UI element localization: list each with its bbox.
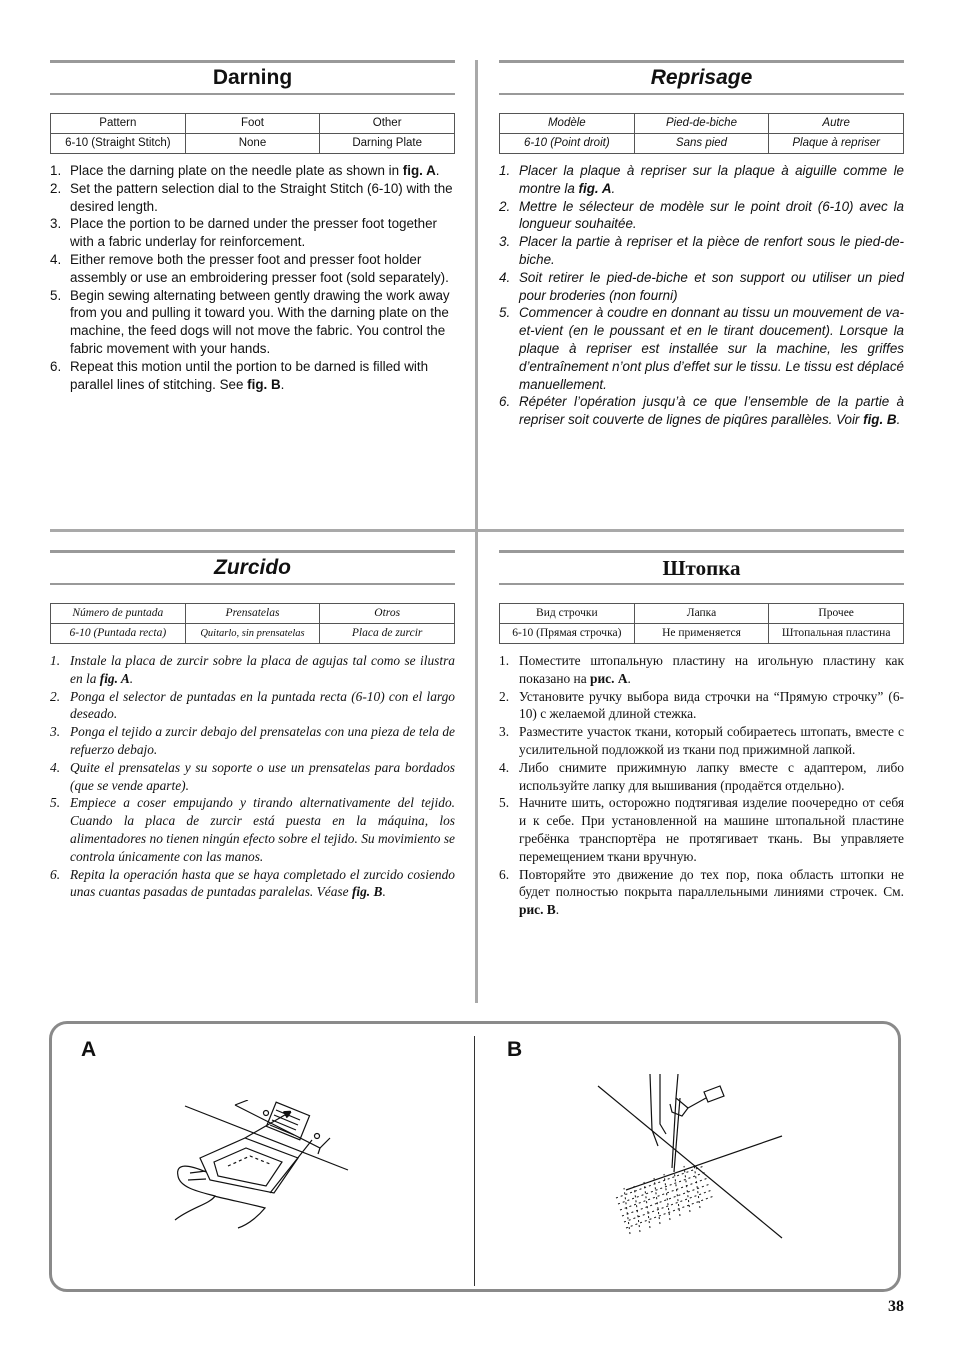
table-header-cell: Pattern — [51, 114, 186, 134]
section-title: Штопка — [662, 555, 741, 580]
instruction-step — [499, 794, 904, 865]
figure-divider — [474, 1036, 475, 1286]
step-text-body: Установите ручку выбора вида строчки на “Прямую строчку” (6-10) с желаемой длиной стежка. — [519, 688, 904, 722]
step-text — [70, 287, 455, 358]
step-number: 5. — [50, 795, 61, 811]
step-text — [519, 794, 904, 865]
step-text-end: . — [382, 884, 386, 900]
table-header-cell: Foot — [185, 114, 320, 134]
step-text-body: Повторяйте это движение до тех пор, пока область штопки не будет полностью покрыта параллельными линиями строчек. См. — [519, 866, 904, 900]
step-text-body: Either remove both the presser foot and presser foot holder assembly or use an embroidering presser foot (sold separately). — [70, 251, 449, 285]
instruction-step — [50, 358, 455, 394]
step-number: 2. — [50, 180, 62, 196]
darning-section-en — [50, 60, 455, 393]
step-text-end: . — [280, 376, 285, 392]
step-number: 4. — [499, 269, 511, 285]
table-cell: Sans pied — [634, 134, 769, 154]
step-number: 2. — [499, 198, 511, 214]
step-text-end: . — [627, 670, 631, 686]
column-divider-bottom — [475, 530, 478, 1003]
step-text-body: Mettre le sélecteur de modèle sur le point droit (6-10) avec la longueur souhaitée. — [519, 198, 904, 232]
step-text-body: Set the pattern selection dial to the Straight Stitch (6-10) with the desired length. — [70, 180, 453, 214]
instruction-step — [499, 162, 904, 198]
step-text-end: . — [896, 412, 901, 428]
step-number: 5. — [50, 287, 62, 303]
settings-table — [50, 113, 455, 154]
step-text — [70, 215, 455, 251]
step-text — [70, 180, 455, 216]
step-text-body: Repita la operación hasta que se haya completado el zurcido cosiendo unas cuantas pasadas de puntadas paralelas. Véase — [70, 866, 455, 900]
step-number: 3. — [50, 216, 62, 232]
step-text — [519, 723, 904, 759]
step-number: 4. — [50, 759, 61, 775]
step-text-end: . — [129, 670, 134, 686]
settings-table — [499, 603, 904, 644]
section-title: Darning — [212, 66, 293, 89]
instruction-step — [50, 866, 455, 902]
step-text — [70, 723, 455, 759]
instruction-step — [499, 866, 904, 919]
darning-section-ru — [499, 550, 904, 919]
settings-table — [499, 113, 904, 154]
table-header-cell: Modèle — [500, 114, 635, 134]
step-text-body: Начните шить, осторожно подтягивая изделие поочередно от себя и к себе. При установленной на машине штопальной пластине гребёнка транспортёра не протягивает ткань. Вы управляете перемещением ткани вручную. — [519, 795, 904, 864]
darning-plate-illustration — [170, 1100, 355, 1230]
instruction-step — [50, 723, 455, 759]
table-cell: Darning Plate — [320, 134, 455, 154]
section-header — [50, 60, 455, 95]
table-row — [500, 134, 904, 154]
table-cell: None — [185, 134, 320, 154]
step-number: 1. — [50, 163, 62, 178]
table-header-row — [500, 114, 904, 134]
figure-a-label: A — [81, 1038, 97, 1061]
table-header-cell: Other — [320, 114, 455, 134]
instruction-step — [50, 162, 455, 180]
step-text — [70, 866, 455, 902]
table-header-cell: Прочее — [769, 604, 904, 624]
column-divider-top — [475, 60, 478, 530]
step-number: 2. — [50, 688, 61, 704]
step-text-body: Place the portion to be darned under the presser foot together with a fabric underlay for reinforcement. — [70, 216, 438, 250]
instruction-list — [499, 652, 904, 919]
step-text-body: Instale la placa de zurcir sobre la placa de agujas tal como se ilustra en la — [70, 653, 455, 686]
table-header-row — [500, 604, 904, 624]
instruction-list — [499, 162, 904, 429]
table-header-cell: Autre — [769, 114, 904, 134]
instruction-step — [50, 652, 455, 688]
settings-table — [50, 603, 455, 644]
table-header-cell: Pied-de-biche — [634, 114, 769, 134]
table-row — [500, 624, 904, 644]
step-number: 3. — [499, 234, 511, 250]
step-text-body: Разместите участок ткани, который собираетесь штопать, вместе с усилительной подложкой из ткани под прижимной лапкой. — [519, 724, 904, 757]
step-text-body: Empiece a coser empujando y tirando alternativamente del tejido. Cuando la placa de zurcir está puesta en la máquina, los alimentadores no tienen ningún efecto sobre el tejido. Su movimiento se controla únicamente con las manos. — [70, 795, 455, 864]
step-number: 2. — [499, 688, 510, 704]
row-divider-left — [50, 529, 476, 532]
table-header-cell: Prensatelas — [185, 604, 320, 624]
instruction-list — [50, 162, 455, 393]
step-number: 6. — [499, 394, 511, 410]
instruction-step — [499, 688, 904, 724]
step-number: 6. — [50, 866, 61, 882]
step-text-end: . — [611, 180, 616, 196]
step-text — [519, 269, 904, 305]
figure-b-label: B — [507, 1038, 523, 1061]
instruction-step — [499, 269, 904, 305]
instruction-step — [499, 652, 904, 688]
table-header-cell: Número de puntada — [51, 604, 186, 624]
step-text-body: Place the darning plate on the needle plate as shown in — [70, 163, 403, 178]
step-text-body: Либо снимите прижимную лапку вместе с адаптером, либо используйте лапку для вышивания (продаётся отдельно). — [519, 759, 904, 793]
step-text — [519, 198, 904, 234]
instruction-step — [50, 794, 455, 865]
section-header — [499, 550, 904, 585]
step-number: 1. — [50, 653, 61, 668]
table-cell: Plaque à repriser — [769, 134, 904, 154]
step-text — [519, 393, 904, 429]
figure-reference: fig. B — [863, 412, 897, 428]
darning-section-es — [50, 550, 455, 901]
table-header-cell: Лапка — [634, 604, 769, 624]
instruction-step — [50, 287, 455, 358]
step-number: 4. — [499, 759, 510, 775]
step-text — [70, 794, 455, 865]
step-text — [519, 304, 904, 393]
table-header-row — [51, 604, 455, 624]
instruction-step — [499, 304, 904, 393]
step-number: 3. — [499, 724, 510, 740]
table-cell: 6-10 (Point droit) — [500, 134, 635, 154]
instruction-step — [499, 759, 904, 795]
step-number: 4. — [50, 251, 62, 267]
darning-section-fr — [499, 60, 904, 429]
step-text-body: Repeat this motion until the portion to be darned is filled with parallel lines of stitching. See — [70, 358, 429, 392]
step-number: 6. — [499, 866, 510, 882]
step-text-body: Placer la partie à repriser et la pièce de renfort sous le pied-de-biche. — [519, 234, 904, 267]
table-cell: 6-10 (Straight Stitch) — [51, 134, 186, 154]
instruction-step — [50, 759, 455, 795]
instruction-step — [50, 215, 455, 251]
table-header-row — [51, 114, 455, 134]
step-text-body: Répéter l’opération jusqu’à ce que l’ensemble de la partie à repriser soit couverte de lignes de piqûres parallèles. Voir — [519, 394, 904, 428]
step-number: 5. — [499, 305, 511, 321]
step-number: 1. — [499, 653, 510, 668]
figure-reference: рис. A — [590, 670, 628, 686]
instruction-step — [499, 198, 904, 234]
step-text — [519, 233, 904, 269]
table-cell: Не применяется — [634, 624, 769, 644]
table-cell: 6-10 (Puntada recta) — [51, 624, 186, 644]
section-header — [499, 60, 904, 95]
step-text-body: Placer la plaque à repriser sur la plaque à aiguille comme le montre la — [519, 163, 904, 196]
instruction-step — [499, 233, 904, 269]
step-number: 1. — [499, 163, 511, 178]
step-number: 5. — [499, 795, 510, 811]
step-text — [519, 162, 904, 198]
table-header-cell: Вид строчки — [500, 604, 635, 624]
step-number: 6. — [50, 358, 62, 374]
instruction-step — [50, 688, 455, 724]
figure-reference: fig. A — [578, 180, 612, 196]
darning-stitch-illustration — [596, 1068, 786, 1243]
step-text — [70, 652, 455, 688]
figure-reference: рис. B — [519, 902, 556, 918]
step-number: 3. — [50, 724, 61, 740]
step-text — [519, 652, 904, 688]
step-text — [70, 358, 455, 394]
figure-reference: fig. A — [99, 670, 130, 686]
step-text — [519, 759, 904, 795]
section-header — [50, 550, 455, 585]
table-header-cell: Otros — [320, 604, 455, 624]
step-text — [519, 688, 904, 724]
figure-reference: fig. A — [402, 163, 436, 178]
step-text-body: Commencer à coudre en donnant au tissu un mouvement de va-et-vient (en le poussant et en le tirant doucement). Lorsque la plaque à repriser est installée sur la machine, les griffes d’entraînement n’ont plus d’effet sur le tissu. Le tissu est déplacé manuellement. — [519, 305, 904, 392]
figure-reference: fig. B — [247, 376, 281, 392]
section-title: Zurcido — [214, 556, 291, 579]
instruction-step — [50, 180, 455, 216]
step-text-body: Ponga el selector de puntadas en la puntada recta (6-10) con el largo deseado. — [70, 688, 455, 722]
table-cell: Placa de zurcir — [320, 624, 455, 644]
step-text — [70, 162, 455, 180]
instruction-step — [50, 251, 455, 287]
instruction-list — [50, 652, 455, 901]
table-cell: Quitarlo, sin prensatelas — [185, 624, 320, 644]
step-text — [519, 866, 904, 919]
table-cell: 6-10 (Прямая строчка) — [500, 624, 635, 644]
step-text — [70, 688, 455, 724]
darned-area-pattern — [616, 1164, 714, 1234]
step-text-body: Begin sewing alternating between gently drawing the work away from you and pulling it toward you. With the darning plate on the machine, the feed dogs will not move the fabric. You control the fabric movement with your hands. — [70, 287, 450, 356]
section-title: Reprisage — [650, 66, 753, 89]
step-text-body: Поместите штопальную пластину на игольную пластину как показано на — [519, 653, 904, 686]
figure-reference: fig. B — [351, 884, 383, 900]
step-text-body: Soit retirer le pied-de-biche et son support ou utiliser un pied pour broderies (non fourni) — [519, 269, 904, 303]
table-cell: Штопальная пластина — [769, 624, 904, 644]
step-text-body: Ponga el tejido a zurcir debajo del prensatelas con una pieza de tela de refuerzo debajo. — [70, 724, 455, 757]
step-text-end: . — [555, 902, 560, 918]
step-text-body: Quite el prensatelas y su soporte o use un prensatelas para bordados (que se vende aparte). — [70, 759, 455, 793]
instruction-step — [499, 393, 904, 429]
step-text — [70, 251, 455, 287]
instruction-step — [499, 723, 904, 759]
step-text-end: . — [435, 163, 440, 178]
step-text — [70, 759, 455, 795]
table-row — [51, 624, 455, 644]
page-number: 38 — [888, 1298, 904, 1315]
row-divider-right — [478, 529, 904, 532]
table-row — [51, 134, 455, 154]
